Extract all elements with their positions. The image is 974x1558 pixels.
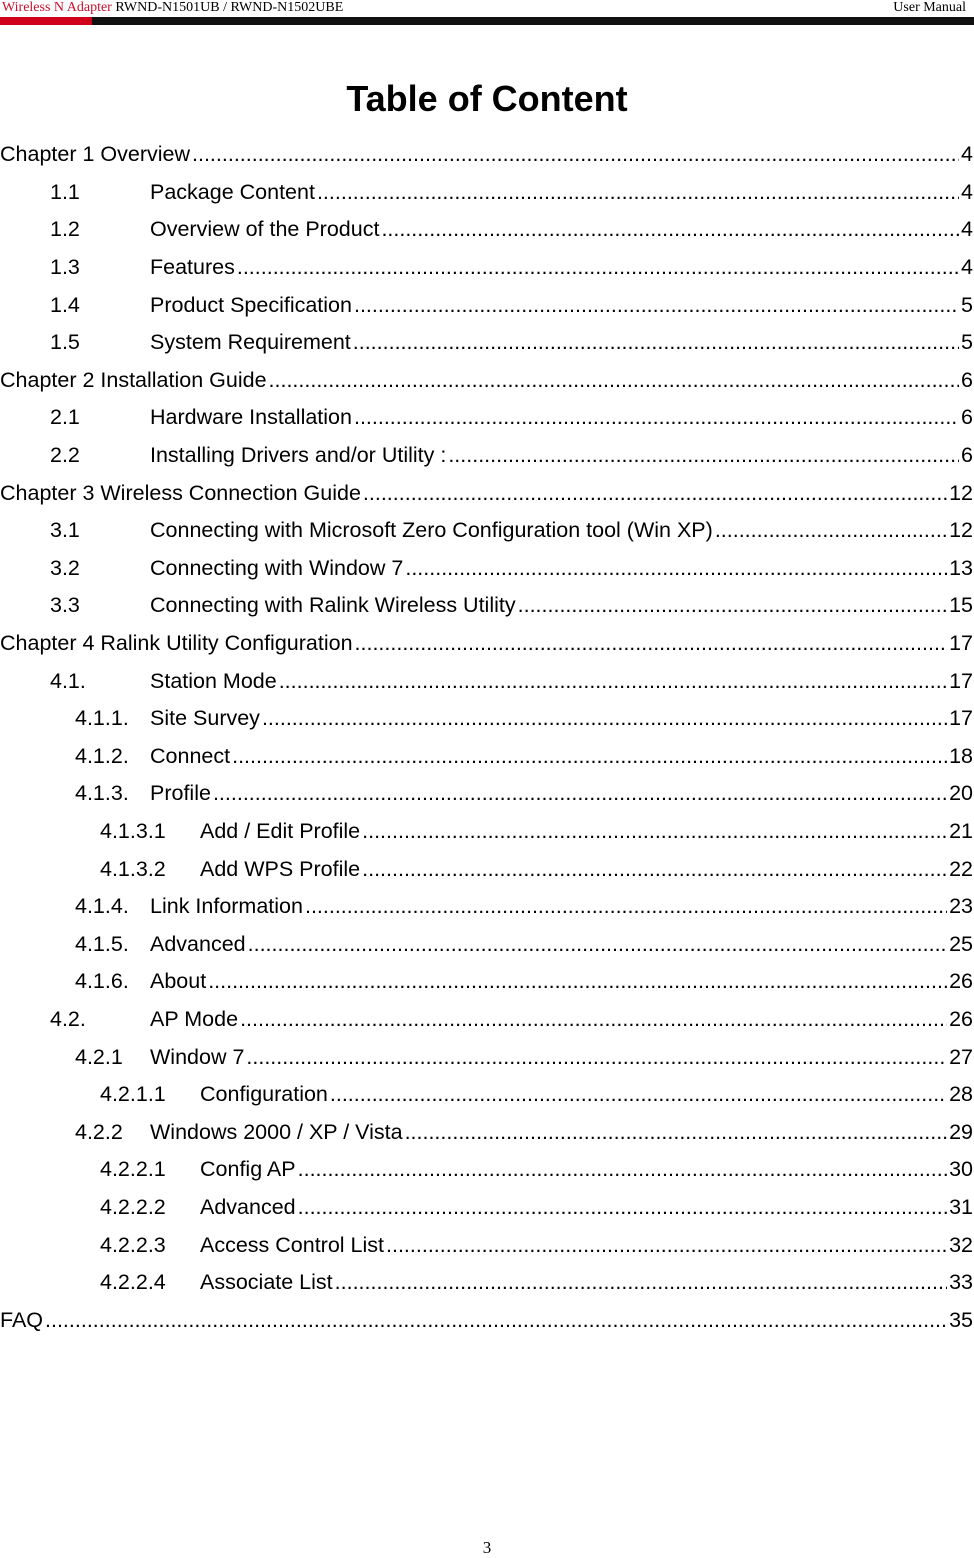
toc-entry[interactable]: [0, 738, 974, 776]
toc-entry[interactable]: [0, 625, 974, 663]
toc-entry-page: 28: [949, 1082, 973, 1107]
toc-entry-label: Window 7: [150, 1044, 245, 1069]
toc-entry-number: 4.1.5.: [75, 931, 129, 956]
toc-entry-label: Connecting with Microsoft Zero Configuration tool (Win XP): [150, 518, 713, 543]
toc-entry[interactable]: [0, 1189, 974, 1227]
toc-entry-number: 1.3: [50, 255, 80, 280]
toc-entry[interactable]: [0, 474, 974, 512]
toc-entry-number: 3.1: [50, 518, 80, 543]
toc-entry-number: 4.2.1: [75, 1044, 123, 1069]
toc-entry-label: Windows 2000 / XP / Vista: [150, 1119, 403, 1144]
toc-entry[interactable]: [0, 324, 974, 362]
toc-dot-leader: [262, 706, 947, 731]
toc-entry-label: Advanced: [200, 1194, 296, 1219]
toc-entry-number: 4.2.: [50, 1006, 86, 1031]
toc-entry-label: Chapter 2 Installation Guide: [0, 367, 267, 392]
toc-entry-label: Config AP: [200, 1157, 296, 1182]
toc-entry[interactable]: [0, 1264, 974, 1302]
toc-entry[interactable]: [0, 362, 974, 400]
toc-dot-leader: [405, 1120, 948, 1145]
toc-entry-number: 4.1.: [50, 668, 86, 693]
toc-dot-leader: [248, 932, 947, 957]
toc-dot-leader: [246, 1045, 947, 1070]
toc-entry-number: 2.1: [50, 405, 80, 430]
toc-entry-number: 3.3: [50, 593, 80, 618]
toc-entry[interactable]: [0, 1226, 974, 1264]
toc-entry-label: Connecting with Ralink Wireless Utility: [150, 593, 516, 618]
toc-entry[interactable]: [0, 587, 974, 625]
toc-entry-number: 3.2: [50, 555, 80, 580]
header-rule: [0, 17, 974, 25]
toc-entry-number: 4.1.3.1: [100, 818, 166, 843]
toc-dot-leader: [715, 518, 947, 543]
toc-entry-label: Product Specification: [150, 292, 352, 317]
toc-entry-label: FAQ: [0, 1307, 44, 1332]
toc-entry-number: 1.5: [50, 330, 80, 355]
toc-entry[interactable]: [0, 925, 974, 963]
header-rule-accent: [0, 17, 92, 25]
toc-dot-leader: [232, 744, 947, 769]
toc-entry-page: 5: [961, 292, 973, 317]
toc-entry-label: Connect: [150, 743, 231, 768]
toc-entry-page: 33: [949, 1270, 973, 1295]
toc-entry-page: 12: [949, 518, 973, 543]
toc-entry-number: 1.2: [50, 217, 80, 242]
toc-dot-leader: [381, 217, 959, 242]
toc-entry-page: 6: [961, 367, 973, 392]
toc-entry-page: 13: [949, 555, 973, 580]
toc-entry-label: Site Survey: [150, 706, 260, 731]
toc-entry-number: 4.1.4.: [75, 894, 129, 919]
toc-dot-leader: [192, 142, 959, 167]
header-doc-type: User Manual: [893, 0, 966, 15]
toc-entry-page: 4: [961, 142, 973, 167]
toc-entry-page: 29: [949, 1119, 973, 1144]
toc-entry-page: 5: [961, 330, 973, 355]
toc-dot-leader: [362, 819, 947, 844]
toc-dot-leader: [354, 405, 959, 430]
toc-entry-label: Add / Edit Profile: [200, 818, 361, 843]
toc-entry-number: 4.1.3.: [75, 781, 129, 806]
toc-entry[interactable]: [0, 1301, 974, 1339]
toc-entry-label: Associate List: [200, 1270, 333, 1295]
toc-entry-label: Chapter 3 Wireless Connection Guide: [0, 480, 361, 505]
toc-entry-label: Features: [150, 255, 235, 280]
header-model: RWND-N1501UB / RWND-N1502UBE: [111, 0, 344, 15]
toc-entry[interactable]: [0, 399, 974, 437]
toc-entry[interactable]: [0, 1038, 974, 1076]
toc-entry-page: 15: [949, 593, 973, 618]
toc-dot-leader: [317, 180, 959, 205]
toc-entry-page: 35: [949, 1307, 973, 1332]
toc-entry[interactable]: [0, 211, 974, 249]
toc-dot-leader: [335, 1270, 947, 1295]
toc-dot-leader: [330, 1082, 947, 1107]
toc-dot-leader: [305, 894, 947, 919]
toc-entry-page: 32: [949, 1232, 973, 1257]
toc-entry-label: Chapter 1 Overview: [0, 142, 190, 167]
toc-dot-leader: [448, 443, 959, 468]
toc-entry-label: AP Mode: [150, 1006, 239, 1031]
toc-entry-page: 4: [961, 255, 973, 280]
toc-entry[interactable]: [0, 512, 974, 550]
toc-entry[interactable]: [0, 136, 974, 174]
toc-dot-leader: [240, 1007, 947, 1032]
toc-dot-leader: [45, 1308, 947, 1333]
toc-entry-number: 2.2: [50, 443, 80, 468]
toc-dot-leader: [363, 481, 947, 506]
toc-entry-number: 4.2.2.4: [100, 1270, 166, 1295]
toc-entry-label: Link Information: [150, 894, 303, 919]
toc-dot-leader: [279, 669, 947, 694]
toc-dot-leader: [298, 1195, 947, 1220]
toc-dot-leader: [208, 969, 947, 994]
toc-entry-page: 26: [949, 969, 973, 994]
toc-entry[interactable]: [0, 550, 974, 588]
toc-entry-number: 4.1.1.: [75, 706, 129, 731]
toc-entry-page: 27: [949, 1044, 973, 1069]
toc-entry-page: 17: [949, 668, 973, 693]
toc-entry[interactable]: [0, 1001, 974, 1039]
toc-entry-page: 6: [961, 405, 973, 430]
toc-entry-page: 21: [949, 818, 973, 843]
toc-entry[interactable]: [0, 963, 974, 1001]
toc-entry-label: Station Mode: [150, 668, 277, 693]
header-brand: Wireless N Adapter: [2, 0, 112, 15]
toc-dot-leader: [237, 255, 959, 280]
toc-entry-page: 18: [949, 743, 973, 768]
toc-entry-page: 30: [949, 1157, 973, 1182]
toc-entry-number: 4.1.6.: [75, 969, 129, 994]
page-title: Table of Content: [346, 78, 628, 119]
running-header: [0, 0, 974, 16]
toc-entry-label: Package Content: [150, 179, 315, 204]
toc-entry-label: About: [150, 969, 207, 994]
toc-entry-number: 4.2.2.1: [100, 1157, 166, 1182]
toc-entry-page: 4: [961, 217, 973, 242]
toc-entry-label: Configuration: [200, 1082, 328, 1107]
toc-entry[interactable]: [0, 286, 974, 324]
toc-entry[interactable]: [0, 850, 974, 888]
toc-entry-number: 4.2.2: [75, 1119, 123, 1144]
toc-dot-leader: [355, 631, 948, 656]
toc-entry-number: 1.1: [50, 179, 80, 204]
toc-entry-label: Access Control List: [200, 1232, 385, 1257]
toc-entry-label: System Requirement: [150, 330, 351, 355]
table-of-contents: [0, 136, 974, 1339]
toc-entry-label: Installing Drivers and/or Utility :: [150, 443, 447, 468]
toc-dot-leader: [269, 368, 960, 393]
toc-entry-page: 4: [961, 179, 973, 204]
toc-entry-label: Advanced: [150, 931, 246, 956]
toc-entry-page: 17: [949, 706, 973, 731]
toc-dot-leader: [354, 293, 959, 318]
toc-entry-label: Profile: [150, 781, 211, 806]
toc-entry-label: Add WPS Profile: [200, 856, 361, 881]
toc-entry-page: 6: [961, 443, 973, 468]
toc-entry-page: 22: [949, 856, 973, 881]
toc-entry-page: 20: [949, 781, 973, 806]
toc-entry[interactable]: [0, 1076, 974, 1114]
toc-entry[interactable]: [0, 1113, 974, 1151]
toc-entry-label: Chapter 4 Ralink Utility Configuration: [0, 631, 353, 656]
toc-dot-leader: [213, 781, 947, 806]
toc-entry[interactable]: [0, 174, 974, 212]
toc-entry-label: Hardware Installation: [150, 405, 352, 430]
toc-entry[interactable]: [0, 1151, 974, 1189]
toc-entry-number: 4.1.3.2: [100, 856, 166, 881]
toc-dot-leader: [518, 593, 947, 618]
toc-entry[interactable]: [0, 662, 974, 700]
toc-entry-page: 26: [949, 1006, 973, 1031]
toc-entry-number: 1.4: [50, 292, 80, 317]
toc-entry-label: Connecting with Window 7: [150, 555, 404, 580]
toc-entry[interactable]: [0, 813, 974, 851]
toc-entry[interactable]: [0, 249, 974, 287]
toc-entry-number: 4.1.2.: [75, 743, 129, 768]
toc-dot-leader: [298, 1157, 947, 1182]
header-product: [2, 0, 343, 16]
toc-entry-page: 17: [949, 631, 973, 656]
toc-dot-leader: [353, 330, 959, 355]
page-number: 3: [482, 1538, 492, 1557]
toc-entry-number: 4.2.2.3: [100, 1232, 166, 1257]
toc-entry[interactable]: [0, 775, 974, 813]
toc-entry-page: 31: [949, 1194, 973, 1219]
toc-dot-leader: [386, 1233, 947, 1258]
toc-entry-page: 25: [949, 931, 973, 956]
toc-entry-page: 12: [949, 480, 973, 505]
toc-entry[interactable]: [0, 700, 974, 738]
toc-entry-number: 4.2.2.2: [100, 1194, 166, 1219]
toc-dot-leader: [405, 556, 947, 581]
toc-entry-label: Overview of the Product: [150, 217, 380, 242]
toc-entry-page: 23: [949, 894, 973, 919]
toc-entry-number: 4.2.1.1: [100, 1082, 166, 1107]
toc-entry[interactable]: [0, 437, 974, 475]
toc-dot-leader: [362, 857, 947, 882]
toc-entry[interactable]: [0, 888, 974, 926]
